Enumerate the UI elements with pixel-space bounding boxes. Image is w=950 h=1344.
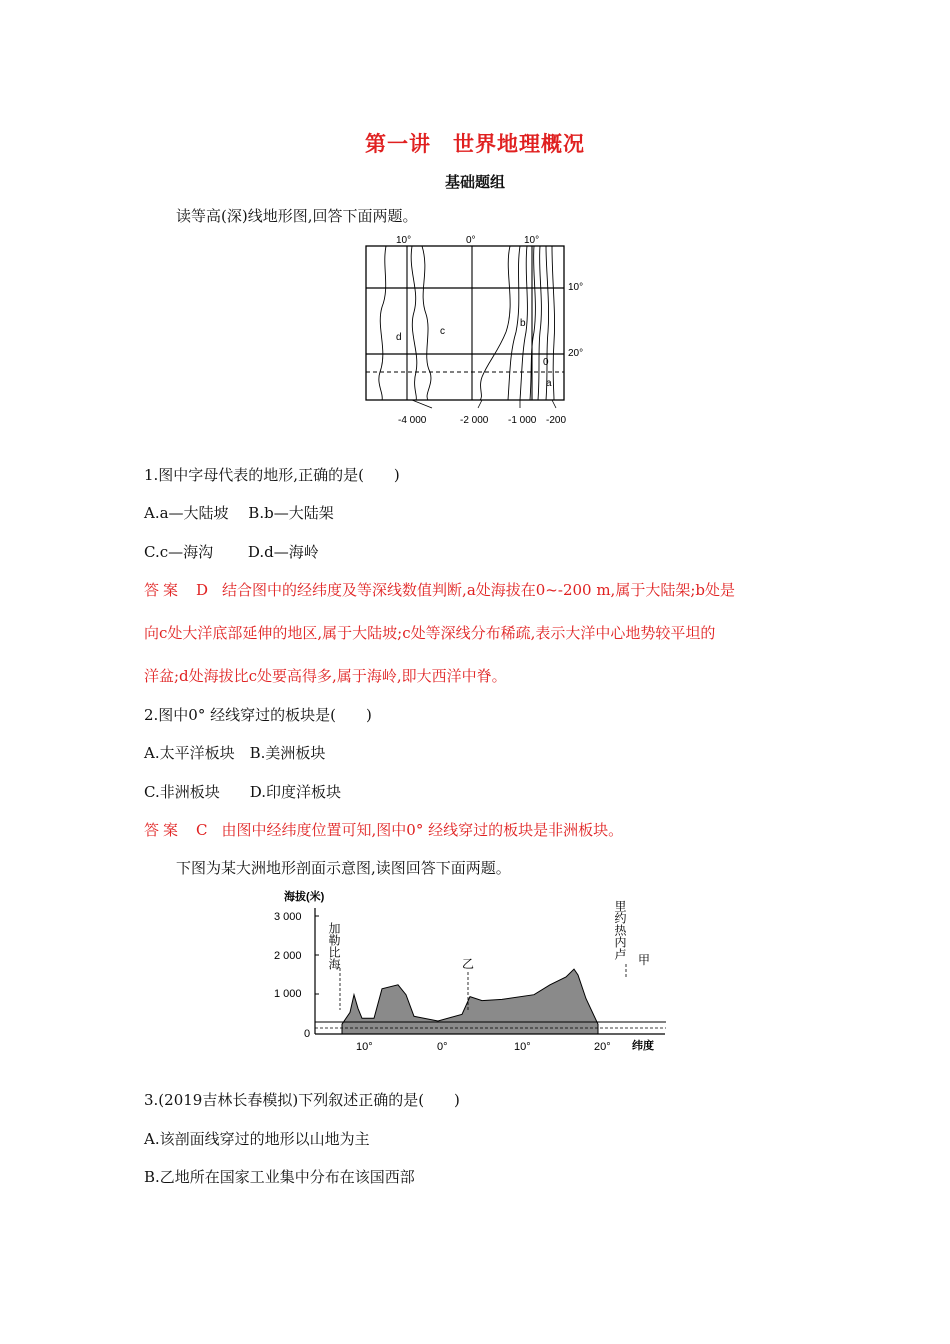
map-letter-a: a bbox=[546, 378, 552, 389]
answer-explanation: 由图中经纬度位置可知,图中0° 经线穿过的板块是非洲板块。 bbox=[221, 821, 624, 839]
leader-line bbox=[478, 400, 482, 408]
y-tick-label: 2 000 bbox=[274, 950, 302, 962]
contour-line bbox=[379, 246, 386, 400]
contour-line bbox=[422, 246, 431, 400]
contour-line bbox=[530, 246, 535, 400]
x-tick-label: 20° bbox=[594, 1041, 611, 1053]
contour-line bbox=[480, 246, 510, 400]
x-tick-label: 10° bbox=[514, 1041, 531, 1053]
lon-label: 10° bbox=[524, 235, 540, 246]
x-tick-label: 0° bbox=[437, 1041, 448, 1053]
answer-1-line-2: 向c处大洋底部延伸的地区,属于大陆坡;c处等深线分布稀疏,表示大洋中心地势较平坦的 bbox=[144, 624, 716, 642]
x-tick-label: 10° bbox=[356, 1041, 373, 1053]
q3-stem: 3.(2019吉林长春模拟)下列叙述正确的是( ) bbox=[144, 1091, 460, 1109]
depth-label: -1 000 bbox=[508, 415, 537, 426]
annotation-caribbean: 加勒比海 bbox=[327, 922, 341, 970]
terrain-area bbox=[342, 969, 598, 1034]
answer-key: D bbox=[196, 581, 209, 599]
intro-text-1: 读等高(深)线地形图,回答下面两题。 bbox=[176, 207, 418, 225]
contour-line bbox=[552, 246, 555, 400]
q1-options-cd: C.c—海沟 D.d—海岭 bbox=[144, 543, 319, 561]
y-tick-label: 1 000 bbox=[274, 988, 302, 1000]
annotation-jia: 甲 bbox=[638, 953, 651, 967]
answer-tag: 答案 bbox=[144, 821, 183, 839]
q1-stem: 1.图中字母代表的地形,正确的是( ) bbox=[144, 466, 400, 484]
answer-2-line-1 bbox=[144, 819, 623, 840]
q2-stem: 2.图中0° 经线穿过的板块是( ) bbox=[144, 706, 372, 724]
lat-label: 20° bbox=[568, 348, 584, 359]
annotation-yi: 乙 bbox=[462, 957, 475, 971]
q2-options-cd: C.非洲板块 D.印度洋板块 bbox=[144, 783, 341, 801]
q1-options-ab: A.a—大陆坡 B.b—大陆架 bbox=[144, 504, 334, 522]
contour-line bbox=[411, 246, 417, 400]
page-title: 第一讲 世界地理概况 bbox=[365, 131, 585, 156]
y-axis-label: 海拔(米) bbox=[284, 891, 325, 903]
section-heading: 基础题组 bbox=[444, 173, 505, 191]
answer-1-line-1 bbox=[144, 579, 735, 600]
y-tick-label: 0 bbox=[304, 1028, 311, 1040]
map-letter-d: d bbox=[396, 332, 402, 343]
lat-label: 10° bbox=[568, 282, 584, 293]
map-letter-c: c bbox=[440, 326, 445, 337]
depth-label: -4 000 bbox=[398, 415, 427, 426]
q3-option-a: A.该剖面线穿过的地形以山地为主 bbox=[144, 1130, 370, 1148]
q3-option-b: B.乙地所在国家工业集中分布在该国西部 bbox=[144, 1168, 415, 1186]
lon-label: 10° bbox=[396, 235, 412, 246]
x-axis-label: 纬度 bbox=[632, 1040, 654, 1052]
zero-contour-label: 0 bbox=[543, 357, 549, 368]
terrain-profile-chart bbox=[270, 886, 680, 1061]
answer-explanation: 结合图中的经纬度及等深线数值判断,a处海拔在0~-200 m,属于大陆架;b处是 bbox=[222, 581, 735, 599]
contour-map bbox=[360, 232, 584, 432]
intro-text-2: 下图为某大洲地形剖面示意图,读图回答下面两题。 bbox=[176, 859, 511, 877]
contour-line bbox=[508, 246, 520, 400]
depth-label: -200 bbox=[546, 415, 567, 426]
leader-line bbox=[552, 400, 556, 408]
q2-options-ab: A.太平洋板块 B.美洲板块 bbox=[144, 744, 326, 762]
contour-line bbox=[538, 246, 541, 400]
depth-label: -2 000 bbox=[460, 415, 489, 426]
lon-label: 0° bbox=[466, 235, 476, 246]
leader-line bbox=[412, 400, 432, 408]
answer-tag: 答案 bbox=[144, 581, 183, 599]
contour-line bbox=[546, 246, 549, 400]
answer-key: C bbox=[196, 821, 208, 839]
answer-1-line-3: 洋盆;d处海拔比c处要高得多,属于海岭,即大西洋中脊。 bbox=[144, 667, 507, 685]
y-tick-label: 3 000 bbox=[274, 911, 302, 923]
profile-layer bbox=[342, 969, 598, 1034]
map-letter-b: b bbox=[520, 318, 526, 329]
annotation-rio: 里约热内卢 bbox=[613, 900, 627, 960]
